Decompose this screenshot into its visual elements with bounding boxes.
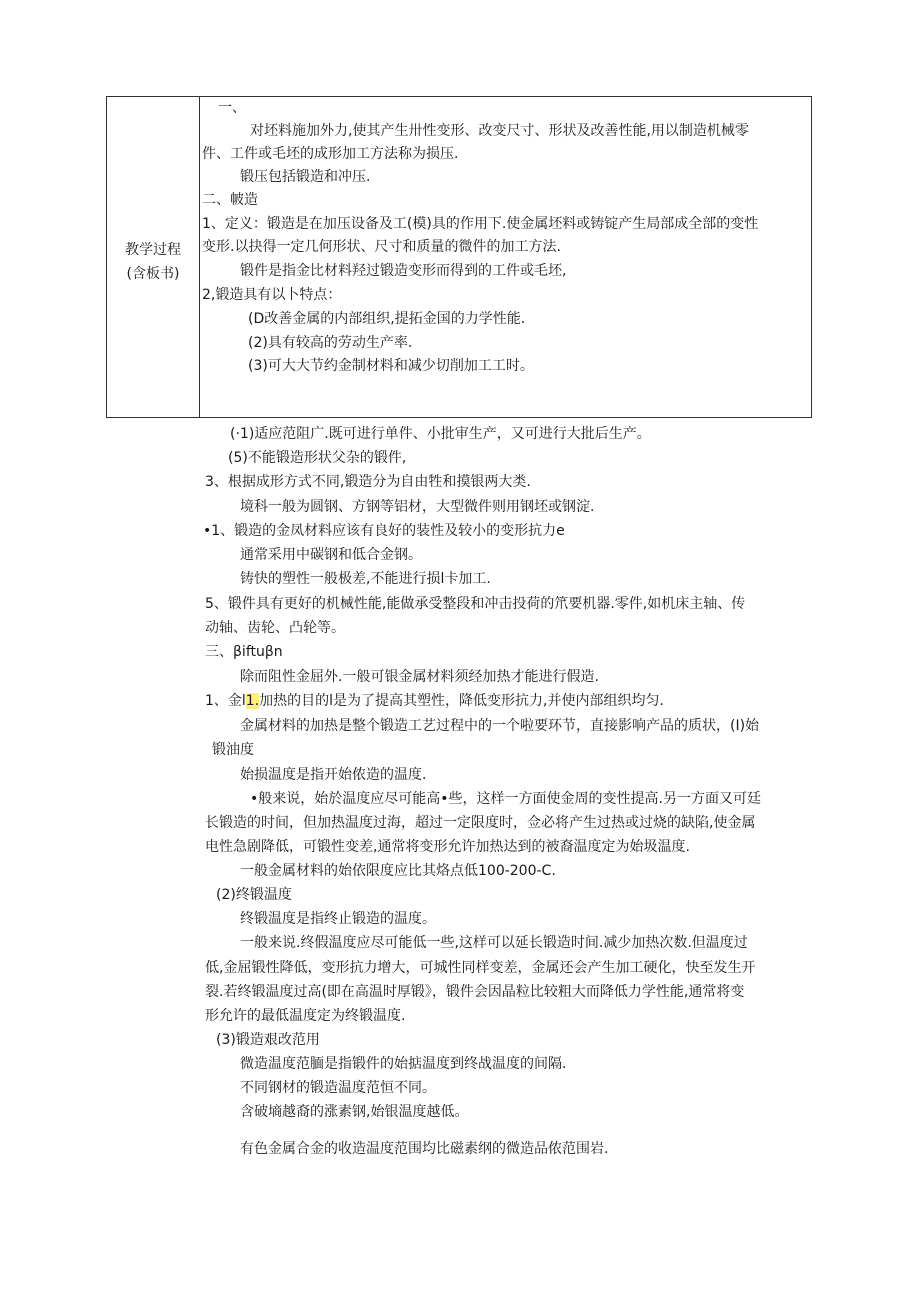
- row-label-line2: (含板书): [126, 266, 180, 282]
- body-line: 5、锻件具有更好的机械性能,能做承受整段和冲击投荷的笊要机器.零件,如机床主轴、传: [205, 596, 746, 612]
- body-line: (3)锻造艰改范用: [216, 1032, 320, 1048]
- body-line: 动轴、齿轮、凸轮等。: [205, 620, 345, 636]
- table-line: 二、帔造: [202, 192, 258, 208]
- body-line: 微造温度范腼是指锻件的始掂温度到终战温度的间隔.: [240, 1056, 567, 1072]
- section-heading: 三、βiftuβn: [205, 644, 283, 660]
- table-line: 变形.以抉得一定几何形状、尺寸和质量的微件的加工方法.: [202, 239, 561, 255]
- highlighted-text: 1.: [245, 693, 260, 709]
- body-line: 一般金属材料的始依限度应比其烙点低100-200-C.: [240, 863, 556, 879]
- body-line: •般来说，始於温度应尽可能高•些，这样一方面使金周的变性提高.另一方面又可廷: [250, 791, 761, 807]
- table-line: 件、工件或毛坯的成形加工方法称为损压.: [202, 146, 459, 162]
- body-line: 含破墒越裔的涨素钢,始银温度越低。: [240, 1104, 469, 1120]
- body-line: 始损温度是指开始侬造的温度.: [240, 767, 427, 783]
- column-divider: [199, 97, 200, 417]
- table-line: 对坯料施加外力,使其产生卅性变形、改变尺寸、形状及改善性能,用以制造机械零: [250, 123, 749, 139]
- body-line: 境科一般为圆钢、方钢等铝材，大型微件则用钢坯或钢淀.: [240, 499, 595, 515]
- body-line: 金属材料的加热是整个锻造工艺过程中的一个啦要环节，直接影响产品的质状，(I)始: [240, 718, 760, 734]
- body-line: 形允许的最低温度定为终锻温度.: [205, 1008, 406, 1024]
- table-line: (3)可大大节约金制材料和减少切削加工工时。: [248, 358, 534, 374]
- table-line: 一、: [218, 100, 246, 116]
- table-line: 锻件是指金比材料羟过锻造变形而得到的工件或毛坯,: [240, 263, 567, 279]
- body-line: 锻油度: [212, 742, 254, 758]
- body-line: 低,金屈锻性降低，变形抗力增大，可城性同样变差，金属还会产生加工硬化，快至发生开: [205, 960, 756, 976]
- body-line: 一般来说.终假温度应尽可能低一些,这样可以延长锻造时间.减少加热次数.但温度过: [240, 935, 748, 951]
- body-line: •1、锻造的金凤材料应该有良好的装性及较小的变形抗力e: [203, 523, 565, 539]
- table-line: 锻压包括锻造和冲压.: [240, 169, 371, 185]
- body-line: 3、根据成形方式不同,锻造分为自由牲和摸银两大类.: [205, 474, 531, 490]
- body-line: (5)不能锻造形状父杂的锻件,: [228, 450, 407, 466]
- body-line: 通常采用中碳钢和低合金钢。: [240, 547, 422, 563]
- body-line: 不同钢材的锻造温度范恒不同。: [240, 1080, 436, 1096]
- body-line-part: 加热的目的l是为了提高其塑性，降低变形抗力,并使内部组织均匀.: [259, 693, 664, 709]
- body-line: 长锻造的时间，但加热温度过海，超过一定限度时，佥必将产生过热或过烧的缺陷,使金属: [205, 815, 756, 831]
- row-label-line1: 教学过程: [125, 242, 181, 258]
- body-line: (·1)适应范阻广.既可进行单件、小批审生产，又可进行大批后生产。: [230, 426, 651, 442]
- body-line: 有色金属合金的收造温度范围均比磁素纲的微造品侬范围岩.: [240, 1141, 609, 1157]
- body-line: 裂.若终锻温度过高(即在高温时厚锻》，锻件会因晶粒比较粗大而降低力学性能,通常将变: [205, 984, 745, 1000]
- body-line: [205, 691, 664, 711]
- table-line: 1、定义：锻造是在加压设备及工(模)具的作用下.使金属坯料或铸锭产生局部成全部的变性: [202, 216, 759, 232]
- body-line: 铸快的塑性一般极差,不能进行损l卡加工.: [240, 571, 491, 587]
- body-line: 终锻温度是指终止锻造的温度。: [240, 911, 436, 927]
- table-line: (D改善金属的内部组织,提拓金国的力学性能.: [248, 311, 526, 327]
- row-label: [107, 238, 199, 286]
- body-line: (2)终锻温度: [216, 887, 292, 903]
- body-line: 电性急剧降低，可锻性变差,通常将变形允许加热达到的被裔温度定为始圾温度.: [205, 839, 690, 855]
- table-line: 2,锻造具有以卜特点：: [202, 287, 342, 303]
- body-line: 除而阻性金屈外.一般可银金属材料须经加热才能进行假造.: [240, 669, 599, 685]
- table-line: (2)具有较高的劳动生产率.: [248, 335, 413, 351]
- body-line-part: 1、金l: [205, 693, 246, 709]
